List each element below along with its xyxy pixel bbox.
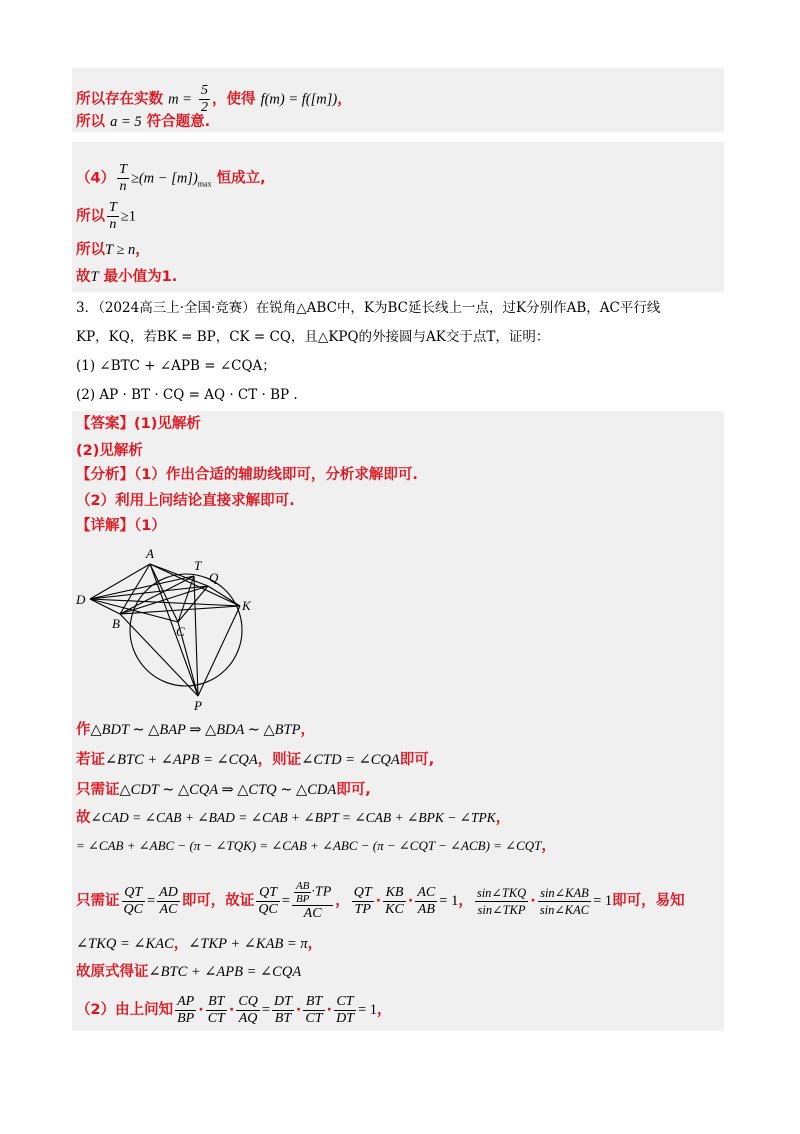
block2-line4: 故T 最小值为1. — [76, 269, 178, 285]
label-B: B — [112, 616, 120, 631]
label-A: A — [146, 546, 154, 561]
step-1: 作△BDT ∼ △BAP ⇒ △BDA ∼ △BTP， — [76, 722, 315, 738]
problem-line-2: KP，KQ，若BK = BP，CK = CQ，且△KPQ的外接圆与AK交于点T，证明： — [76, 329, 550, 345]
fraction: $\frac{5}{2}$ — [201, 83, 209, 115]
block2-line3: 所以T ≥ n， — [76, 242, 150, 258]
label-K: K — [242, 598, 251, 613]
step-8: 故原式得证∠BTC + ∠APB = ∠CQA — [76, 964, 302, 980]
step-9: （2）由上问知 $\frac{AP}{BP}$ · $\frac{BT}{CT}$ · $\frac{CQ}{AQ}$ = $\frac{DT}{BT}$ · $\frac{BT}{CT}$ · $\frac{CT}{DT}$ = 1， — [76, 993, 392, 1026]
label-T: T — [194, 558, 202, 573]
label-D: D — [76, 592, 86, 607]
label-C: C — [176, 624, 185, 639]
block1-line2: 所以 a = 5 符合题意. — [76, 114, 211, 130]
step-7: ∠TKQ = ∠KAC，∠TKP + ∠KAB = π， — [76, 936, 323, 952]
problem-line-3: (1) ∠BTC + ∠APB = ∠CQA； — [76, 358, 276, 374]
answer-line: 【答案】(1)见解析 — [76, 416, 201, 432]
problem-line-4: (2) AP · BT · CQ = AQ · CT · BP . — [76, 387, 298, 403]
step-2: 若证∠BTC + ∠APB = ∠CQA，则证∠CTD = ∠CQA即可, — [76, 752, 435, 768]
step-3: 只需证△CDT ∼ △CQA ⇒ △CTQ ∼ △CDA即可, — [76, 782, 371, 798]
label-Q: Q — [209, 570, 219, 585]
analysis-line: 【分析】（1）作出合适的辅助线即可，分析求解即可. — [76, 467, 418, 483]
problem-line-1: 3．（2024高三上·全国·竞赛）在锐角△ABC中，K为BC延长线上一点，过K分别作AB，AC平行线 — [76, 300, 661, 316]
analysis-line-2: （2）利用上问结论直接求解即可. — [76, 493, 295, 509]
geometry-diagram — [74, 544, 274, 714]
step-6: 只需证 $\frac{QT}{QC}$ = $\frac{AD}{AC}$ 即可，故证 $\frac{QT}{QC}$ = $\frac{AB}{BP}$ ·TP AC ， $\frac{QT}{TP}$ · $\frac{KB}{KC}$ · $\frac{AC}{AB}$ = 1， $\frac{\text{sin∠TKQ}}{\text{sin∠TKP}}$ · $\frac{\text{sin∠KAB}}{\text{sin∠KAC}}$ = 1即可，易知 — [76, 880, 685, 921]
block2-line1: （4） $\frac{T}{n}$ $\ge(m - [m])_{max}$ 恒成立, — [76, 162, 266, 194]
block2-line2: 所以 $\frac{T}{n}$ ≥1 — [76, 200, 137, 232]
block1-line1: 所以存在实数 m = $\frac{5}{2}$ ，使得 f(m) = f([m])， — [76, 83, 352, 115]
circumcircle — [130, 574, 242, 686]
step-4: 故∠CAD = ∠CAB + ∠BAD = ∠CAB + ∠BPT = ∠CAB + ∠BPK − ∠TPK， — [76, 810, 511, 826]
step-5: = ∠CAB + ∠ABC − (π − ∠TQK) = ∠CAB + ∠ABC − (π − ∠CQT − ∠ACB) = ∠CQT， — [76, 838, 556, 854]
answer-line-2: (2)见解析 — [76, 443, 143, 459]
label-P: P — [194, 698, 202, 713]
detail-heading: 【详解】（1） — [76, 518, 166, 534]
